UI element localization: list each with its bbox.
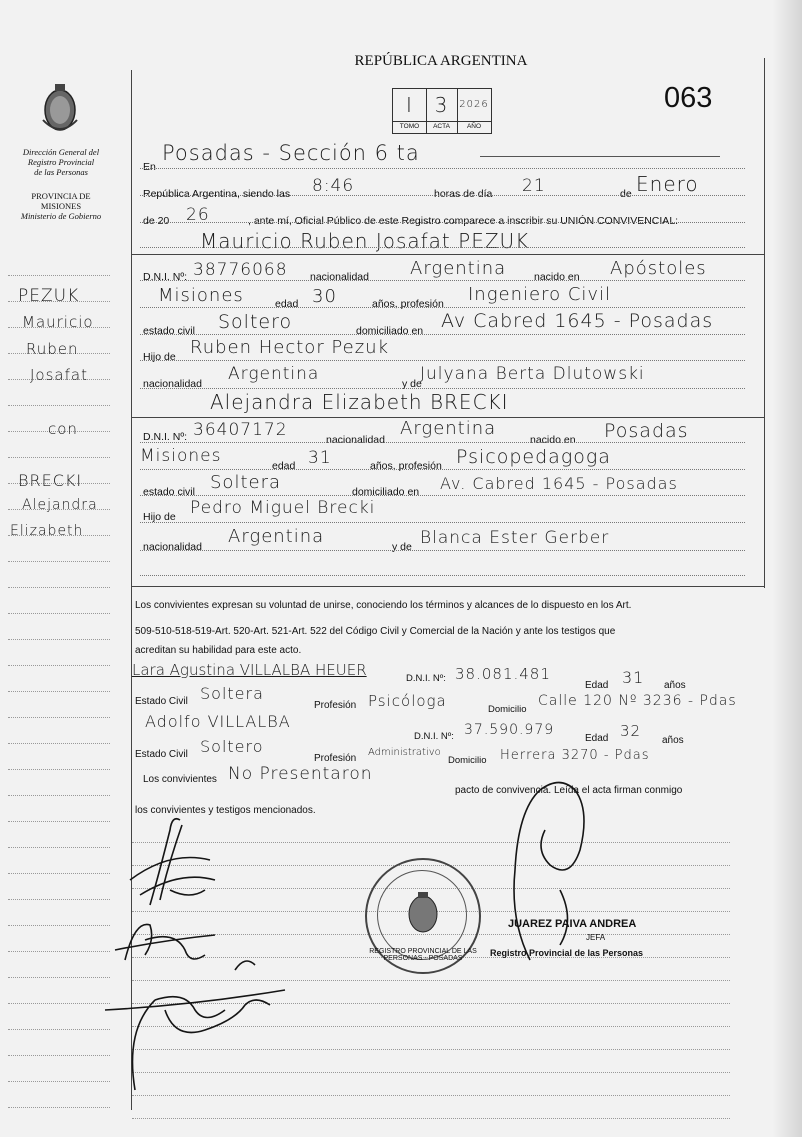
margin-ruled-line: [8, 899, 110, 900]
person1-nat-label: nacionalidad: [310, 271, 369, 283]
person1-son-label: Hijo de: [143, 351, 176, 363]
person1-civil-status: Soltero: [218, 311, 293, 333]
field-dotted-line: [140, 575, 745, 576]
margin-note-third1: Josafat: [30, 366, 88, 384]
person1-civil-label: estado civil: [143, 325, 195, 337]
official-name: JUAREZ PAIVA ANDREA: [508, 918, 637, 930]
person2-nationality: Argentina: [400, 418, 497, 439]
official-title: JEFA: [586, 933, 606, 942]
margin-ruled-line: [8, 821, 110, 822]
margin-note-second2: Elizabeth: [10, 523, 84, 539]
tomo-value: I: [406, 93, 413, 117]
ministry-line: Ministerio de Gobierno: [20, 211, 102, 221]
person1-father-nat: Argentina: [228, 364, 320, 384]
time-value: 8:46: [312, 176, 355, 196]
witness1-prof-label: Profesión: [314, 700, 357, 711]
province-line2: MISIONES: [40, 201, 82, 211]
signature-ruled-line: [132, 1118, 730, 1119]
day-value: 21: [522, 176, 546, 196]
closing-pact: No Presentaron: [228, 764, 373, 784]
witness2-years-label: años: [662, 735, 684, 746]
person1-prof-label: años, profesión: [372, 298, 444, 310]
margin-note-con: con: [48, 420, 78, 438]
year-value: 26: [186, 205, 210, 225]
field-dotted-line: [140, 222, 745, 223]
field-dotted-line: [140, 247, 745, 248]
person2-full-name: Alejandra Elizabeth BRECKI: [210, 390, 509, 414]
person1-born-label: nacido en: [534, 271, 580, 283]
field-dotted-line: [140, 550, 745, 551]
seal-emblem-icon: [403, 890, 443, 936]
acta-value: 3: [434, 93, 449, 117]
margin-ruled-line: [8, 639, 110, 640]
witness2-profession: Administrativo: [368, 747, 441, 758]
witness1-address: Calle 120 Nº 3236 - Pdas: [538, 693, 737, 709]
witness2-civil-label: Estado Civil: [135, 749, 188, 760]
seal-text: REGISTRO PROVINCIAL DE LAS PERSONAS - POSADAS: [369, 948, 477, 962]
field-dotted-line: [140, 469, 745, 470]
margin-ruled-line: [8, 769, 110, 770]
anio-value: 2026: [459, 99, 489, 110]
acta-label: ACTA: [433, 123, 450, 130]
margin-ruled-line: [8, 925, 110, 926]
witness2-age-label: Edad: [585, 733, 609, 744]
field-dotted-line: [140, 388, 745, 389]
witness2-name: Adolfo VILLALBA: [145, 712, 291, 731]
person1-father-nat-label: nacionalidad: [143, 378, 202, 390]
field-dotted-line: [140, 442, 745, 443]
province-line1: PROVINCIA DE: [31, 191, 91, 201]
margin-note-surname1: PEZUK: [18, 286, 80, 306]
act-number: 063: [664, 82, 713, 114]
witness1-age-label: Edad: [585, 680, 609, 691]
tomo-label: TOMO: [399, 123, 420, 130]
person1-birthplace1: Apóstoles: [610, 258, 707, 279]
margin-ruled-line: [8, 1107, 110, 1108]
field-dotted-line: [140, 168, 745, 169]
hours-label: horas de día: [434, 188, 493, 200]
field-dotted-line: [140, 360, 745, 361]
official-seal: [365, 858, 481, 974]
closing-pact-label: pacto de convivencia. Leída el acta firman conmigo: [455, 785, 683, 796]
person2-civil-status: Soltera: [210, 472, 282, 493]
anio-label: AÑO: [466, 123, 482, 130]
frame-right-line: [764, 58, 765, 588]
person2-mother-label: y de: [392, 541, 412, 553]
person2-age: 31: [308, 448, 332, 468]
person2-prof-label: años, profesión: [370, 460, 442, 472]
witness1-dni-label: D.N.I. Nº:: [406, 673, 446, 684]
margin-ruled-line: [8, 405, 110, 406]
country-title: REPÚBLICA ARGENTINA: [354, 53, 528, 69]
witness2-dom-label: Domicilio: [448, 755, 487, 766]
person1-dni-label: D.N.I. Nº:: [143, 271, 188, 283]
witness2-dni-label: D.N.I. Nº:: [414, 731, 454, 742]
margin-ruled-line: [8, 743, 110, 744]
person2-nat-label: nacionalidad: [326, 434, 385, 446]
margin-note-surname2: BRECKI: [18, 471, 83, 490]
month-value: Enero: [636, 172, 699, 196]
agency-line3: de las Personas: [34, 167, 88, 177]
margin-note-first1: Mauricio: [22, 313, 94, 331]
witness1-dni: 38.081.481: [455, 665, 551, 683]
person2-son-label: Hijo de: [143, 511, 176, 523]
registry-text: , ante mí, Oficial Público de este Registro comparece a inscribir su UNIÓN CONVIVENCIAL:: [248, 215, 679, 227]
en-label: En: [143, 161, 156, 173]
witness2-prof-label: Profesión: [314, 753, 357, 764]
person1-mother: Julyana Berta Dlutowski: [420, 364, 645, 384]
person2-dni: 36407172: [193, 420, 288, 440]
person1-full-name: Mauricio Ruben Josafat PEZUK: [200, 229, 530, 253]
signature-1-icon: [110, 810, 220, 910]
person2-father-nat-label: nacionalidad: [143, 541, 202, 553]
margin-note-second1: Ruben: [26, 340, 79, 358]
margin-ruled-line: [8, 691, 110, 692]
witness1-civil-status: Soltera: [200, 684, 264, 703]
margin-ruled-line: [8, 457, 110, 458]
agency-line2: Registro Provincial: [27, 157, 95, 167]
coat-of-arms-icon: [38, 80, 82, 138]
place-value: Posadas - Sección 6 ta: [162, 141, 420, 165]
republic-label: República Argentina, siendo las: [143, 188, 291, 200]
person2-age-label: edad: [272, 460, 296, 472]
margin-note-first2: Alejandra: [22, 497, 98, 513]
margin-ruled-line: [8, 795, 110, 796]
margin-ruled-line: [8, 873, 110, 874]
volume-box: [392, 88, 492, 134]
margin-ruled-line: [8, 587, 110, 588]
witness1-years-label: años: [664, 680, 686, 691]
agency-block: [8, 147, 114, 221]
margin-ruled-line: [8, 665, 110, 666]
signature-ruled-line: [132, 842, 730, 843]
margin-ruled-line: [8, 717, 110, 718]
closing-label: Los convivientes: [143, 774, 217, 785]
closing-line2: los convivientes y testigos mencionados.: [135, 805, 316, 816]
witness1-dom-label: Domicilio: [488, 704, 527, 715]
field-dotted-line: [140, 195, 745, 196]
person2-birthplace2: Misiones: [140, 446, 222, 466]
witness1-profession: Psicóloga: [368, 692, 447, 710]
field-dotted-line: [140, 334, 745, 335]
person2-father: Pedro Miguel Brecki: [190, 498, 376, 518]
person1-birthplace2: Misiones: [158, 285, 244, 306]
person1-dom-label: domiciliado en: [356, 325, 424, 337]
field-dotted-line: [140, 495, 745, 496]
witness2-age: 32: [620, 722, 642, 740]
person2-dni-label: D.N.I. Nº:: [143, 431, 188, 443]
margin-ruled-line: [8, 561, 110, 562]
person1-dni: 38776068: [193, 260, 288, 280]
person2-civil-label: estado civil: [143, 486, 195, 498]
declaration-line1: Los convivientes expresan su voluntad de unirse, conociendo los términos y alcances de lo dispuesto en los Art.: [135, 600, 632, 611]
person2-birthplace1: Posadas: [604, 420, 689, 442]
witness1-civil-label: Estado Civil: [135, 696, 188, 707]
person1-mother-label: y de: [402, 378, 422, 390]
field-dotted-line: [140, 522, 745, 523]
person2-address: Av. Cabred 1645 - Posadas: [440, 474, 678, 493]
signature-3-icon: [95, 950, 325, 1100]
person2-born-label: nacido en: [530, 434, 576, 446]
person2-father-nat: Argentina: [228, 526, 325, 547]
witness2-civil-status: Soltero: [200, 737, 264, 756]
person1-age-label: edad: [275, 298, 299, 310]
person2-mother: Blanca Ester Gerber: [420, 528, 610, 548]
margin-ruled-line: [8, 613, 110, 614]
declaration-line3: acreditan su habilidad para este acto.: [135, 645, 302, 656]
declaration-line2: 509-510-518-519-Art. 520-Art. 521-Art. 522 del Código Civil y Comercial de la Nación y ante los testigos que: [135, 626, 616, 637]
official-office: Registro Provincial de las Personas: [490, 948, 644, 958]
person2-profession: Psicopedagoga: [456, 446, 611, 468]
margin-ruled-line: [8, 847, 110, 848]
witness2-dni: 37.590.979: [464, 722, 555, 738]
witness1-age: 31: [622, 668, 645, 687]
person1-address: Av Cabred 1645 - Posadas: [441, 310, 714, 332]
field-dotted-line: [140, 280, 745, 281]
margin-ruled-line: [8, 275, 110, 276]
person1-profession: Ingeniero Civil: [468, 284, 612, 305]
year-label: de 20: [143, 215, 170, 227]
witness1-name: Lara Agustina VILLALBA HEUER: [132, 661, 367, 679]
witness2-address: Herrera 3270 - Pdas: [500, 748, 650, 763]
month-label: de: [620, 188, 632, 200]
person2-dom-label: domiciliado en: [352, 486, 420, 498]
person1-age: 30: [312, 286, 337, 307]
person1-nationality: Argentina: [410, 258, 507, 279]
person1-father: Ruben Hector Pezuk: [190, 337, 390, 358]
field-dotted-line: [140, 307, 745, 308]
agency-line1: Dirección General del: [22, 147, 100, 157]
